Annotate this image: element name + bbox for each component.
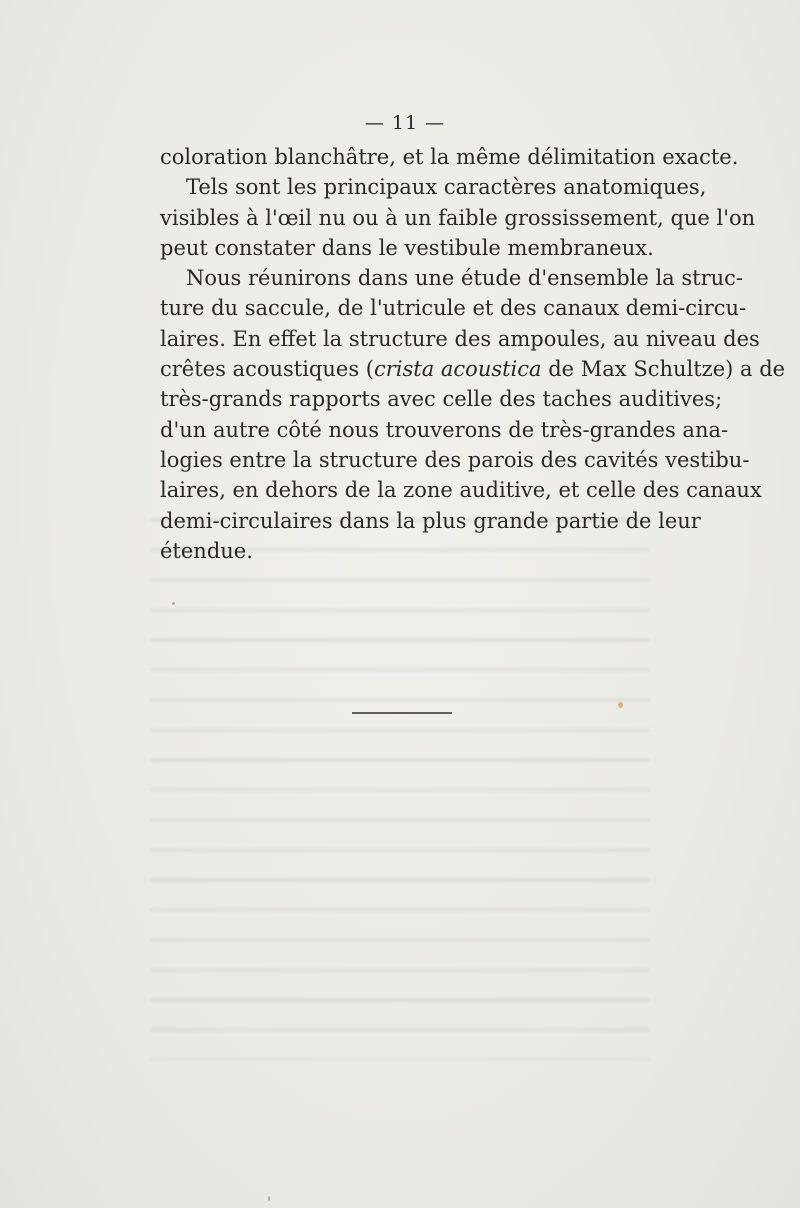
text-line: étendue. — [160, 538, 253, 563]
paper-speck — [618, 702, 623, 708]
text-line: visibles à l'œil nu ou à un faible grossissement, que l'on — [160, 205, 756, 230]
body-text — [160, 142, 786, 566]
text-line: laires. En effet la structure des ampoules, au niveau des — [160, 326, 760, 351]
reverse-side-bleed-through — [150, 500, 701, 1060]
section-divider-rule — [352, 712, 452, 714]
text-line: ture du saccule, de l'utricule et des canaux demi-circu- — [160, 296, 747, 321]
text-line: logies entre la structure des parois des cavités vestibu- — [160, 447, 750, 472]
text-line: Nous réunirons dans une étude d'ensemble la struc- — [186, 266, 744, 291]
text-line: laires, en dehors de la zone auditive, et celle des canaux — [160, 478, 762, 503]
text-line: Tels sont les principaux caractères anatomiques, — [186, 175, 707, 200]
text-line: très-grands rapports avec celle des taches auditives; — [160, 387, 723, 412]
paper-speck — [172, 602, 175, 605]
text-line: demi-circulaires dans la plus grande partie de leur — [160, 508, 701, 533]
page-number: — 11 — — [364, 112, 446, 134]
text-line-with-italic — [160, 354, 786, 384]
italic-term: crista acoustica — [373, 357, 542, 382]
text-segment: de Max Schultze) a de — [541, 357, 786, 382]
text-segment: crêtes acoustiques ( — [160, 357, 374, 382]
text-line: d'un autre côté nous trouverons de très-grandes ana- — [160, 417, 729, 442]
text-line: coloration blanchâtre, et la même délimitation exacte. — [160, 145, 739, 169]
paper-speck — [268, 1196, 270, 1201]
text-line: peut constater dans le vestibule membraneux. — [160, 235, 654, 260]
